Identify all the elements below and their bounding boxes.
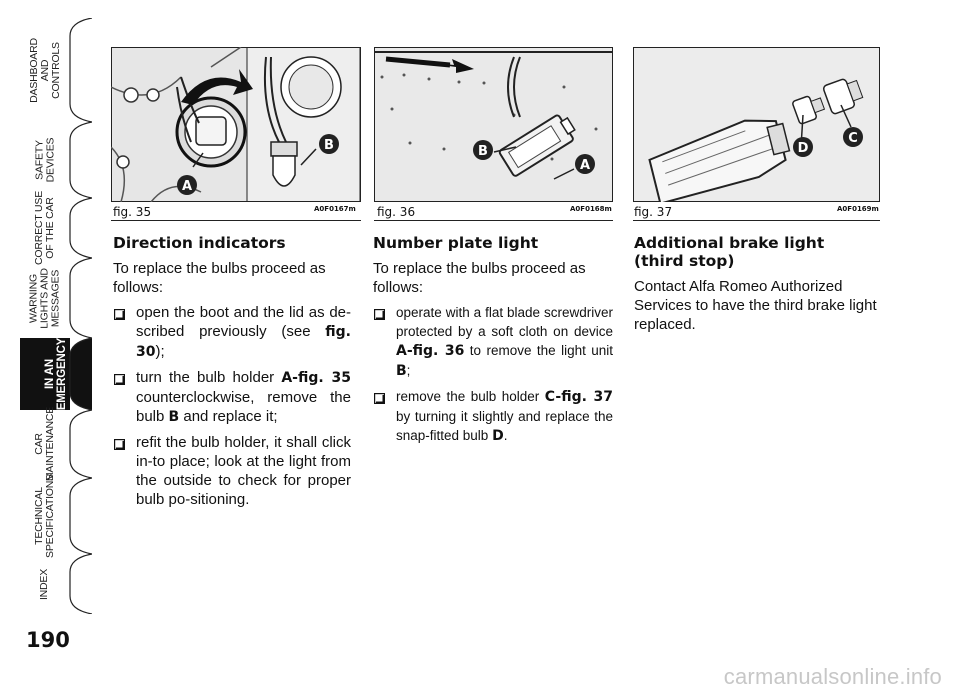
intro-text: To replace the bulbs proceed as follows: — [373, 260, 586, 296]
figure-35 — [111, 47, 361, 202]
list-item: turn the bulb holder A-fig. 35 counterclockwise, remove the bulb B and replace it; — [113, 368, 351, 427]
callout-d: D — [797, 141, 809, 156]
section-title: Direction indicators — [113, 234, 286, 252]
callout-b: B — [478, 144, 488, 159]
tab-label: IN AN EMERGENCY — [44, 337, 69, 411]
tab-label: SAFETY DEVICES — [32, 137, 56, 183]
callout-b: B — [324, 138, 334, 153]
figure-36 — [374, 47, 613, 202]
tab-index[interactable] — [20, 554, 92, 614]
tab-label: TECHNICAL SPECIFICATIONS — [33, 474, 56, 558]
figure-37 — [633, 47, 880, 202]
checkbox-bullet-icon — [114, 306, 125, 317]
section-title: Additional brake light (third stop) — [634, 234, 825, 270]
fig-37-label: fig. 37 — [634, 205, 673, 219]
fig-37-code: A0F0169m — [837, 205, 879, 213]
callout-a: A — [579, 158, 591, 173]
checkbox-bullet-icon — [374, 390, 385, 401]
page-number: 190 — [26, 628, 70, 652]
chapter-tabs — [0, 0, 100, 692]
callout-c: C — [848, 131, 858, 146]
fig-36-code: A0F0168m — [570, 205, 612, 213]
tab-label: CAR MAINTENANCE — [33, 406, 57, 482]
callout-a: A — [181, 179, 193, 194]
watermark: carmanualsonline.info — [723, 664, 942, 689]
fig-35-label: fig. 35 — [113, 205, 152, 219]
list-item: remove the bulb holder C-fig. 37 by turning it slightly and replace the snap-fitted bulb D. — [373, 387, 613, 446]
tab-warning-lights[interactable] — [20, 258, 92, 338]
tab-technical-specifications[interactable] — [20, 474, 92, 558]
tab-car-maintenance[interactable] — [20, 406, 92, 482]
body-text: Contact Alfa Romeo Authorized Services to have the third brake light replaced. — [634, 278, 877, 333]
section-number-plate-light — [373, 234, 613, 452]
fig-35-code: A0F0167m — [314, 205, 356, 213]
checkbox-bullet-icon — [374, 306, 385, 317]
tab-safety-devices[interactable] — [20, 122, 92, 198]
section-title: Number plate light — [373, 234, 539, 252]
list-item: open the boot and the lid as de-scribed previously (see fig. 30); — [113, 303, 351, 362]
tab-correct-use[interactable] — [20, 190, 92, 266]
fig-35-rule — [111, 220, 361, 221]
checkbox-bullet-icon — [114, 371, 125, 382]
tab-dashboard-and-controls[interactable] — [20, 18, 92, 122]
fig-37-rule — [633, 220, 880, 221]
section-additional-brake-light — [634, 234, 884, 340]
tab-label: DASHBOARD AND CONTROLS — [27, 37, 62, 103]
section-direction-indicators — [113, 234, 351, 515]
tab-label: WARNING LIGHTS AND MESSAGES — [27, 267, 62, 329]
list-item: operate with a flat blade screwdriver protected by a soft cloth on device A-fig. 36 to remove the light unit B; — [373, 303, 613, 381]
tab-in-an-emergency[interactable] — [20, 338, 92, 410]
tab-label: CORRECT USE OF THE CAR — [33, 190, 57, 266]
tab-label: INDEX — [38, 568, 51, 600]
intro-text: To replace the bulbs proceed as follows: — [113, 260, 326, 296]
fig-36-label: fig. 36 — [377, 205, 416, 219]
checkbox-bullet-icon — [114, 436, 125, 447]
list-item: refit the bulb holder, it shall click in-to place; look at the light from the outside to check for proper bulb po-sitioning. — [113, 433, 351, 509]
fig-36-rule — [374, 220, 613, 221]
